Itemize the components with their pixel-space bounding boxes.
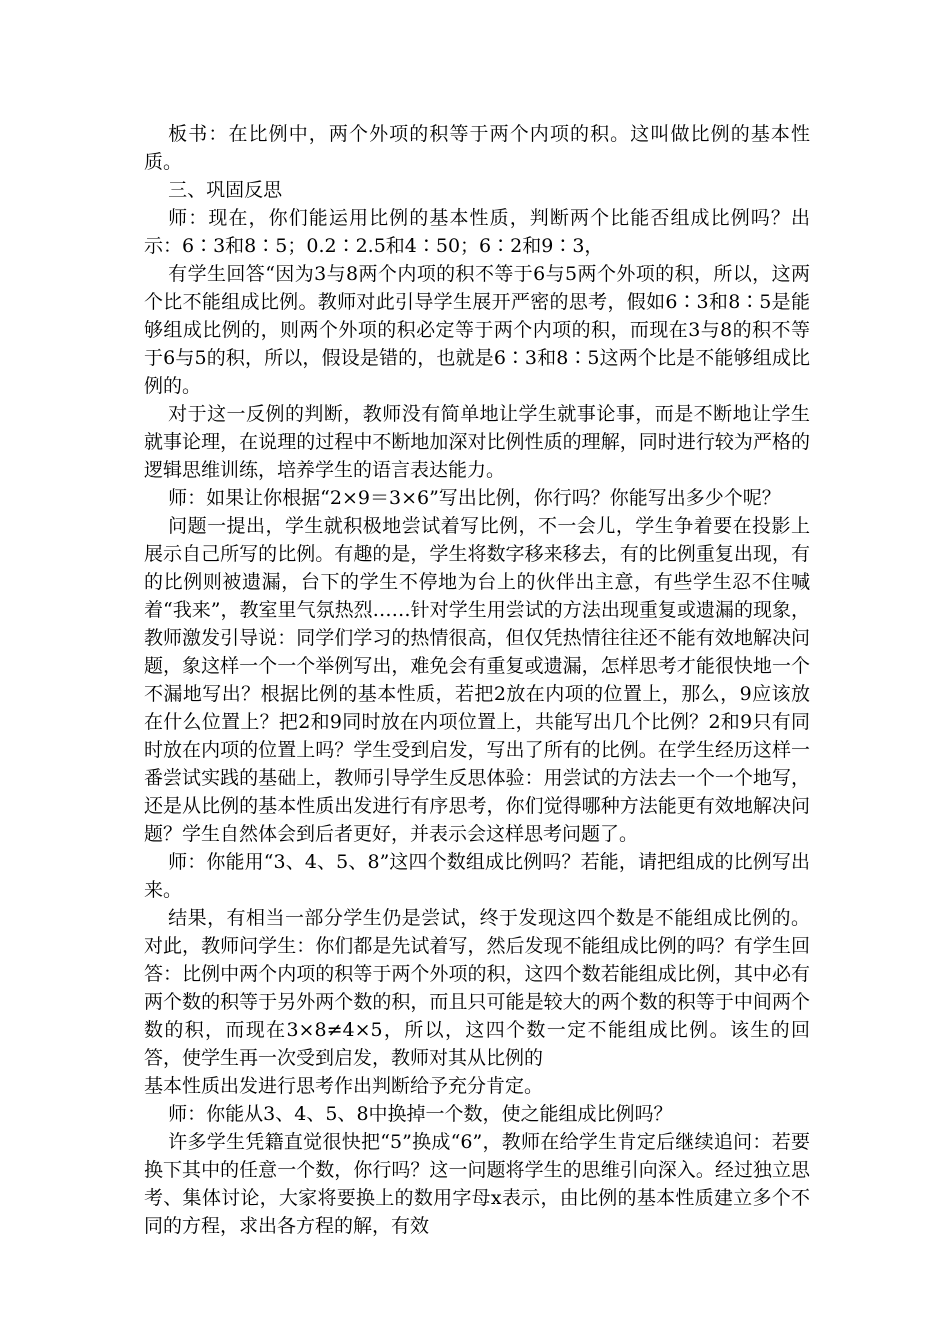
document-page	[144, 120, 810, 1240]
paragraph-counterexample-reflection: 对于这一反例的判断，教师没有简单地让学生就事论事，而是不断地让学生就事论理，在说理的过程中不断地加深对比例性质的理解，同时进行较为严格的逻辑思维训练，培养学生的语言表达能力。	[144, 403, 810, 481]
paragraph-teacher-question-2: 师：如果让你根据“2×9＝3×6”写出比例，你行吗？你能写出多少个呢？	[168, 487, 781, 509]
paragraph-teacher-question-1: 师：现在，你们能运用比例的基本性质，判断两个比能否组成比例吗？出示：6∶3和8∶5；0.2∶2.5和4∶50；6∶2和9∶3，	[144, 207, 810, 257]
paragraph-student-answer-1: 有学生回答“因为3与8两个内项的积不等于6与5两个外项的积，所以，这两个比不能组成比例。教师对此引导学生展开严密的思考，假如6∶3和8∶5是能够组成比例的，则两个外项的积必定等于两个内项的积，而现在3与8的积不等于6与5的积，所以，假设是错的，也就是6∶3和8∶5这两个比是不能够组成比例的。	[144, 263, 810, 397]
paragraph-result-continued: 基本性质出发进行思考作出判断给予充分肯定。	[144, 1075, 544, 1097]
paragraph-teacher-question-4: 师：你能从3、4、5、8中换掉一个数，使之能组成比例吗？	[168, 1103, 673, 1125]
paragraph-intuition-followup: 许多学生凭籍直觉很快把“5”换成“6”，教师在给学生肯定后继续追问：若要换下其中的任意一个数，你行吗？这一问题将学生的思维引向深入。经过独立思考、集体讨论，大家将要换上的数用字母x表示，由比例的基本性质建立多个不同的方程，求出各方程的解，有效	[144, 1131, 810, 1237]
paragraph-trial-practice: 问题一提出，学生就积极地尝试着写比例，不一会儿，学生争着要在投影上展示自己所写的比例。有趣的是，学生将数字移来移去，有的比例重复出现，有的比例则被遗漏，台下的学生不停地为台上的伙伴出主意，有些学生忍不住喊着“我来”，教室里气氛热烈……针对学生用尝试的方法出现重复或遗漏的现象，教师激发引导说：同学们学习的热情很高，但仅凭热情往往还不能有效地解决问题，象这样一个一个举例写出，难免会有重复或遗漏，怎样思考才能很快地一个不漏地写出？根据比例的基本性质，若把2放在内项的位置上，那么，9应该放在什么位置上？把2和9同时放在内项位置上，共能写出几个比例？2和9只有同时放在内项的位置上吗？学生受到启发，写出了所有的比例。在学生经历这样一番尝试实践的基础上，教师引导学生反思体验：用尝试的方法去一个一个地写，还是从比例的基本性质出发进行有序思考，你们觉得哪种方法能更有效地解决问题？学生自然体会到后者更好，并表示会这样思考问题了。	[144, 515, 810, 845]
paragraph-teacher-question-3: 师：你能用“3、4、5、8”这四个数组成比例吗？若能，请把组成的比例写出来。	[144, 851, 810, 901]
section-heading-consolidate: 三、巩固反思	[168, 179, 283, 201]
paragraph-board-note: 板书：在比例中，两个外项的积等于两个内项的积。这叫做比例的基本性质。	[144, 123, 810, 173]
paragraph-result-discussion: 结果，有相当一部分学生仍是尝试，终于发现这四个数是不能组成比例的。对此，教师问学生：你们都是先试着写，然后发现不能组成比例的吗？有学生回答：比例中两个内项的积等于两个外项的积，这四个数若能组成比例，其中必有两个数的积等于另外两个数的积，而且只可能是较大的两个数的积等于中间两个数的积，而现在3×8≠4×5，所以，这四个数一定不能组成比例。该生的回答，使学生再一次受到启发，教师对其从比例的	[144, 907, 810, 1069]
